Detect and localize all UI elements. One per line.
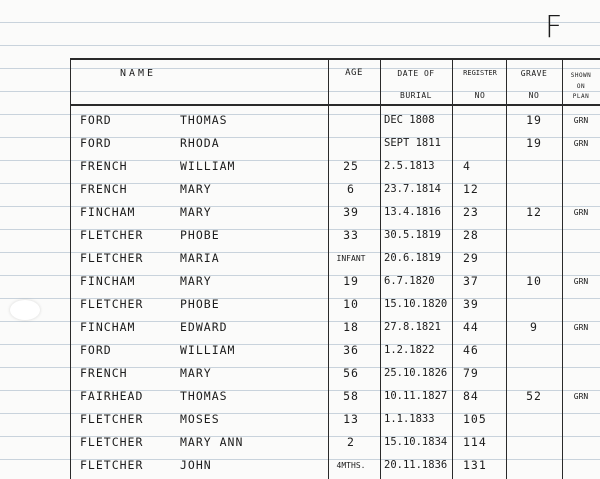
burial-date: 13.4.1816 bbox=[384, 206, 441, 218]
burial-date: DEC 1808 bbox=[384, 114, 435, 126]
surname: FORD bbox=[80, 113, 112, 127]
table-row bbox=[0, 109, 600, 132]
grave-no: 12 bbox=[526, 205, 542, 219]
header-name: NAME bbox=[120, 68, 157, 79]
header-date-line2: BURIAL bbox=[400, 91, 432, 100]
page-letter: F bbox=[545, 10, 563, 45]
plan-mark: GRN bbox=[573, 392, 589, 401]
header-plan-line2: ON bbox=[576, 83, 586, 90]
age: 25 bbox=[343, 159, 359, 173]
forename: MARY bbox=[180, 182, 212, 196]
register-no: 37 bbox=[463, 274, 479, 288]
forename: WILLIAM bbox=[180, 343, 236, 357]
register-no: 84 bbox=[463, 389, 479, 403]
age: 19 bbox=[343, 274, 359, 288]
header-register-line1: REGISTER bbox=[463, 69, 497, 77]
table-row bbox=[0, 155, 600, 178]
table-row bbox=[0, 132, 600, 155]
surname: FINCHAM bbox=[80, 320, 136, 334]
register-no: 46 bbox=[463, 343, 479, 357]
surname: FINCHAM bbox=[80, 205, 136, 219]
table-row bbox=[0, 385, 600, 408]
table-row bbox=[0, 316, 600, 339]
surname: FRENCH bbox=[80, 366, 128, 380]
forename: THOMAS bbox=[180, 113, 228, 127]
plan-mark: GRN bbox=[573, 323, 589, 332]
header-age: AGE bbox=[345, 68, 363, 78]
forename: MARY ANN bbox=[180, 435, 244, 449]
register-no: 131 bbox=[463, 458, 487, 472]
plan-mark: GRN bbox=[573, 277, 589, 286]
age: 2 bbox=[347, 435, 355, 449]
age: 33 bbox=[343, 228, 359, 242]
table-row bbox=[0, 178, 600, 201]
forename: PHOBE bbox=[180, 297, 220, 311]
burial-date: 2.5.1813 bbox=[384, 160, 435, 172]
header-grave-line2: NO bbox=[528, 91, 540, 100]
burial-date: 1.2.1822 bbox=[384, 344, 435, 356]
table-top-rule bbox=[70, 58, 600, 60]
header-plan-line3: PLAN bbox=[572, 93, 590, 100]
burial-date: 20.11.1836 bbox=[384, 459, 448, 471]
table-row bbox=[0, 362, 600, 385]
register-no: 23 bbox=[463, 205, 479, 219]
surname: FLETCHER bbox=[80, 297, 144, 311]
age: 4MTHS. bbox=[336, 461, 366, 470]
surname: FLETCHER bbox=[80, 412, 144, 426]
burial-date: 30.5.1819 bbox=[384, 229, 441, 241]
register-no: 44 bbox=[463, 320, 479, 334]
age: 10 bbox=[343, 297, 359, 311]
age: 39 bbox=[343, 205, 359, 219]
grave-no: 19 bbox=[526, 113, 542, 127]
grave-no: 9 bbox=[530, 320, 538, 334]
forename: MARY bbox=[180, 205, 212, 219]
forename: RHODA bbox=[180, 136, 220, 150]
forename: MARY bbox=[180, 366, 212, 380]
forename: THOMAS bbox=[180, 389, 228, 403]
grave-no: 10 bbox=[526, 274, 542, 288]
grave-no: 19 bbox=[526, 136, 542, 150]
table-row bbox=[0, 431, 600, 454]
burial-date: 15.10.1820 bbox=[384, 298, 448, 310]
forename: WILLIAM bbox=[180, 159, 236, 173]
grave-no: 52 bbox=[526, 389, 542, 403]
age: 13 bbox=[343, 412, 359, 426]
header-date-line1: DATE OF bbox=[397, 69, 435, 78]
surname: FLETCHER bbox=[80, 435, 144, 449]
table-row bbox=[0, 201, 600, 224]
burial-date: 20.6.1819 bbox=[384, 252, 441, 264]
age: 18 bbox=[343, 320, 359, 334]
header-plan-line1: SHOWN bbox=[570, 72, 592, 79]
table-row bbox=[0, 293, 600, 316]
forename: MOSES bbox=[180, 412, 220, 426]
plan-mark: GRN bbox=[573, 139, 589, 148]
table-row bbox=[0, 224, 600, 247]
register-no: 12 bbox=[463, 182, 479, 196]
surname: FAIRHEAD bbox=[80, 389, 144, 403]
table-row bbox=[0, 339, 600, 362]
plan-mark: GRN bbox=[573, 208, 589, 217]
table-row bbox=[0, 270, 600, 293]
register-no: 39 bbox=[463, 297, 479, 311]
age: 56 bbox=[343, 366, 359, 380]
surname: FLETCHER bbox=[80, 228, 144, 242]
table-row bbox=[0, 247, 600, 270]
burial-date: 10.11.1827 bbox=[384, 390, 448, 402]
surname: FLETCHER bbox=[80, 251, 144, 265]
forename: PHOBE bbox=[180, 228, 220, 242]
forename: MARIA bbox=[180, 251, 220, 265]
burial-date: 1.1.1833 bbox=[384, 413, 435, 425]
register-no: 105 bbox=[463, 412, 487, 426]
forename: JOHN bbox=[180, 458, 212, 472]
age: 58 bbox=[343, 389, 359, 403]
surname: FORD bbox=[80, 136, 112, 150]
plan-mark: GRN bbox=[573, 116, 589, 125]
burial-date: 6.7.1820 bbox=[384, 275, 435, 287]
surname: FORD bbox=[80, 343, 112, 357]
surname: FRENCH bbox=[80, 182, 128, 196]
table-row bbox=[0, 408, 600, 431]
burial-date: 25.10.1826 bbox=[384, 367, 448, 379]
header-register-line2: NO bbox=[474, 91, 486, 100]
register-no: 4 bbox=[463, 159, 471, 173]
header-grave-line1: GRAVE bbox=[520, 69, 548, 78]
surname: FLETCHER bbox=[80, 458, 144, 472]
age: INFANT bbox=[336, 254, 366, 263]
burial-date: 27.8.1821 bbox=[384, 321, 441, 333]
forename: EDWARD bbox=[180, 320, 228, 334]
age: 6 bbox=[347, 182, 355, 196]
forename: MARY bbox=[180, 274, 212, 288]
burial-date: 23.7.1814 bbox=[384, 183, 441, 195]
register-no: 28 bbox=[463, 228, 479, 242]
table-row bbox=[0, 454, 600, 477]
surname: FINCHAM bbox=[80, 274, 136, 288]
age: 36 bbox=[343, 343, 359, 357]
register-no: 29 bbox=[463, 251, 479, 265]
register-no: 79 bbox=[463, 366, 479, 380]
burial-date: SEPT 1811 bbox=[384, 137, 441, 149]
burial-date: 15.10.1834 bbox=[384, 436, 448, 448]
register-no: 114 bbox=[463, 435, 487, 449]
surname: FRENCH bbox=[80, 159, 128, 173]
